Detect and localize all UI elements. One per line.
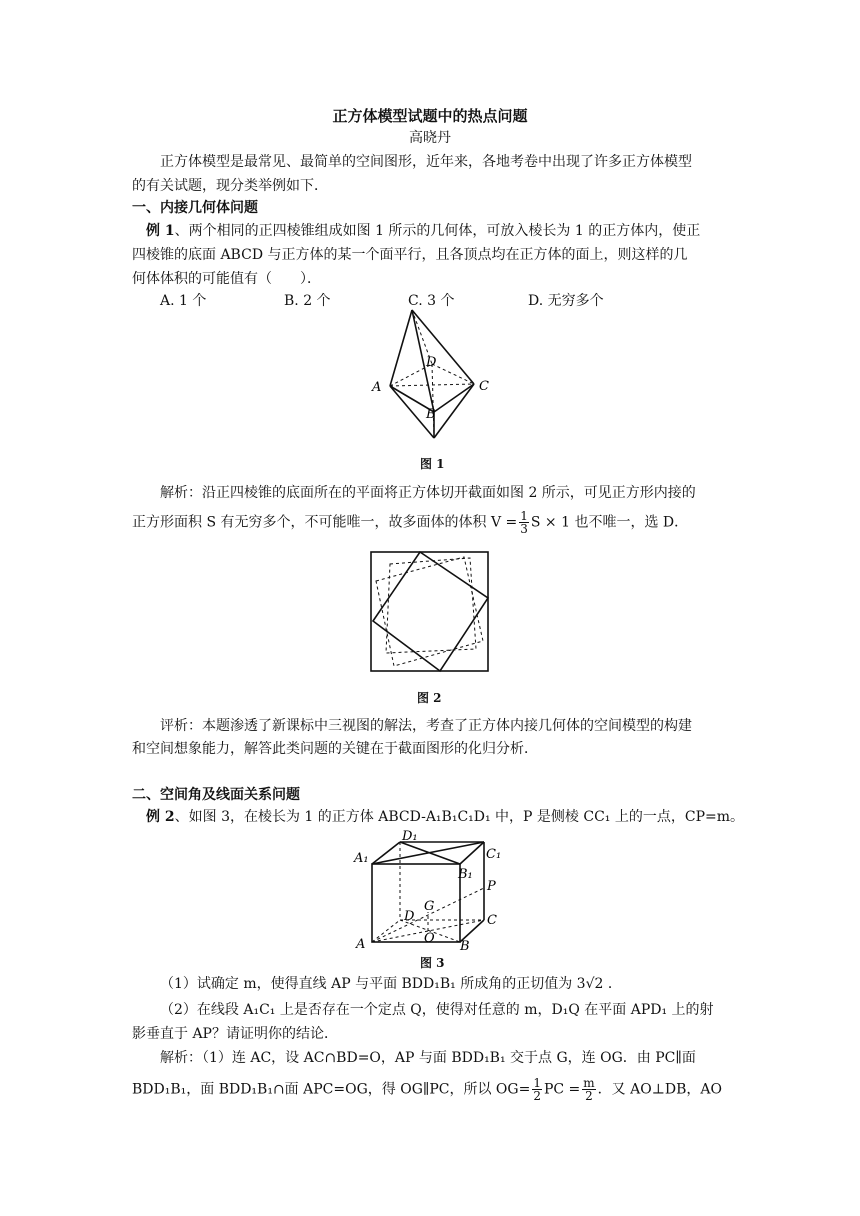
fig3-label-d: D bbox=[404, 909, 415, 924]
example1-text-1: 、两个相同的正四棱锥组成如图 1 所示的几何体，可放入棱长为 1 的正方体内，使正 bbox=[174, 223, 701, 239]
example1-line-2: 四棱锥的底面 ABCD 与正方体的某一个面平行，且各顶点均在正方体的面上，则这样的几 bbox=[132, 247, 688, 263]
figure-3-diagram bbox=[352, 826, 512, 956]
example1-label: 例 1 bbox=[146, 223, 175, 239]
fig3-label-c: C bbox=[487, 913, 497, 928]
option-b: B. 2 个 bbox=[284, 293, 331, 309]
frac1-denominator: 2 bbox=[533, 1089, 541, 1103]
intro-line-2: 的有关试题，现分类举例如下． bbox=[132, 178, 328, 194]
solution-text-a: BDD₁B₁，面 BDD₁B₁∩面 APC=OG，得 OG∥PC，所以 OG= bbox=[132, 1081, 531, 1098]
fraction-one-third bbox=[519, 510, 529, 535]
question-2-line-1: （2）在线段 A₁C₁ 上是否存在一个定点 Q，使得对任意的 m，D₁Q 在平面 APD₁ 上的射 bbox=[160, 1002, 714, 1018]
fig3-label-a: A bbox=[356, 937, 366, 952]
fig3-label-g: G bbox=[424, 899, 435, 914]
section1-heading: 一、内接几何体问题 bbox=[132, 200, 258, 216]
author: 高晓丹 bbox=[409, 130, 451, 146]
example2-text: 、如图 3，在棱长为 1 的正方体 ABCD-A₁B₁C₁D₁ 中，P 是侧棱 CC₁ 上的一点，CP=m。 bbox=[174, 809, 745, 825]
fig3-label-d1: D₁ bbox=[402, 829, 418, 844]
fig1-label-d: D bbox=[426, 355, 437, 370]
figure-2-caption: 图 2 bbox=[417, 691, 442, 705]
frac2-denominator: 2 bbox=[585, 1089, 593, 1103]
frac1-numerator: 1 bbox=[533, 1076, 541, 1090]
fig1-label-b: B bbox=[426, 407, 436, 422]
example1-line-3: 何体体积的可能值有（ ）． bbox=[132, 271, 321, 287]
frac-numerator: 1 bbox=[520, 509, 528, 523]
analysis-line-1: 解析：沿正四棱锥的底面所在的平面将正方体切开截面如图 2 所示，可见正方形内接的 bbox=[160, 485, 696, 501]
figure-1-diagram bbox=[368, 304, 498, 446]
fig3-label-c1: C₁ bbox=[486, 847, 502, 862]
comment-line-1: 评析：本题渗透了新课标中三视图的解法，考查了正方体内接几何体的空间模型的构建 bbox=[160, 718, 692, 734]
solution-text-c: ．又 AO⊥DB，AO bbox=[597, 1081, 722, 1098]
intro-line-1: 正方体模型是最常见、最简单的空间图形，近年来，各地考卷中出现了许多正方体模型 bbox=[160, 154, 692, 170]
question-2-line-2: 影垂直于 AP？请证明你的结论． bbox=[132, 1026, 338, 1042]
figure-2-diagram bbox=[370, 551, 490, 673]
frac-denominator: 3 bbox=[520, 522, 528, 536]
fraction-one-half bbox=[532, 1077, 542, 1102]
fig3-label-b1: B₁ bbox=[458, 867, 473, 882]
analysis-text-a: 正方形面积 S 有无穷多个，不可能唯一，故多面体的体积 V = bbox=[132, 514, 518, 531]
example2-label: 例 2 bbox=[146, 809, 175, 825]
section2-heading: 二、空间角及线面关系问题 bbox=[132, 787, 300, 803]
fig3-label-a1: A₁ bbox=[354, 851, 369, 866]
analysis-text-b: S × 1 也不唯一，选 D． bbox=[530, 514, 689, 531]
page-title: 正方体模型试题中的热点问题 bbox=[332, 107, 528, 125]
fig3-label-p: P bbox=[487, 879, 496, 894]
option-d: D. 无穷多个 bbox=[528, 293, 604, 309]
option-a: A. 1 个 bbox=[160, 293, 207, 309]
fig3-label-b: B bbox=[460, 939, 470, 954]
solution-text-b: PC = bbox=[543, 1081, 581, 1098]
analysis-line-2 bbox=[132, 510, 688, 535]
comment-line-2: 和空间想象能力，解答此类问题的关键在于截面图形的化归分析． bbox=[132, 741, 538, 757]
fraction-m-half bbox=[582, 1077, 595, 1102]
figure-1-caption: 图 1 bbox=[420, 457, 445, 471]
solution-line-2 bbox=[132, 1077, 722, 1102]
fig1-label-a: A bbox=[372, 380, 382, 395]
fig1-label-c: C bbox=[479, 379, 489, 394]
figure-3-caption: 图 3 bbox=[420, 956, 445, 970]
option-c: C. 3 个 bbox=[408, 293, 455, 309]
example2-line bbox=[146, 808, 744, 826]
example1-line-1 bbox=[146, 222, 700, 240]
question-1: （1）试确定 m，使得直线 AP 与平面 BDD₁B₁ 所成角的正切值为 3√2 ． bbox=[160, 976, 622, 992]
frac2-numerator: m bbox=[583, 1076, 595, 1090]
fig3-label-o: O bbox=[424, 931, 435, 946]
solution-line-1: 解析：（1）连 AC，设 AC∩BD=O，AP 与面 BDD₁B₁ 交于点 G，连 OG．由 PC∥面 bbox=[160, 1050, 696, 1066]
